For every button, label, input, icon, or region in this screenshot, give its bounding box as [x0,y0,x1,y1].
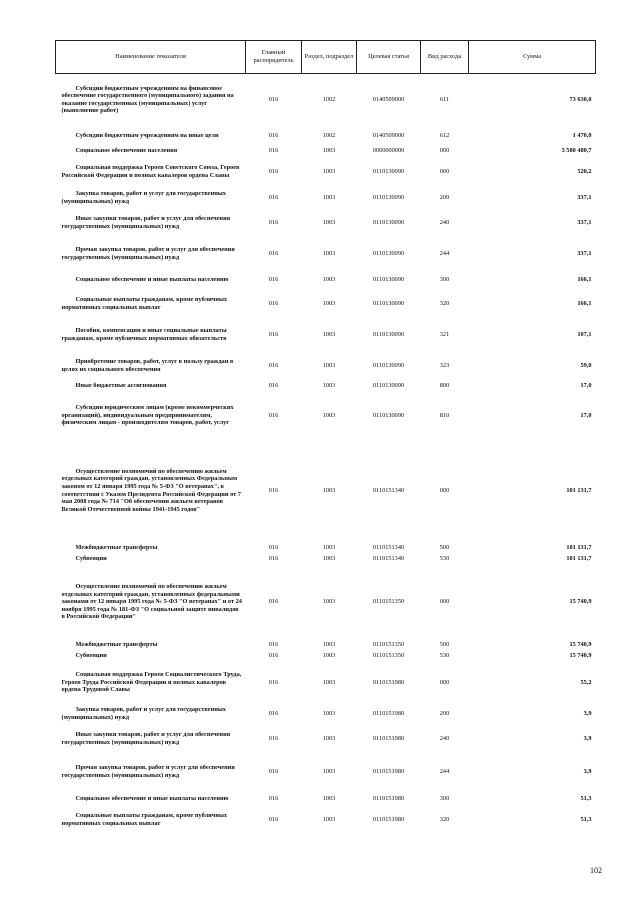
row-target: 0110151980 [372,735,405,743]
row-admin: 016 [268,330,279,338]
row-kind: 300 [439,275,450,283]
row-name: Социальная поддержка Героев Социалистического Труда, Героев Труда Российской Федерации и полных кавалеров ордена Трудовой Славы [61,671,242,694]
row-admin: 016 [268,131,279,139]
row-section: 1003 [322,555,336,563]
row-section: 1003 [322,147,336,155]
row-kind: 200 [439,193,450,201]
table-row [56,393,596,439]
row-target: 0110151350 [372,598,405,606]
row-admin: 016 [268,95,279,103]
row-kind: 000 [439,598,450,606]
row-sum: 73 630,0 [569,95,592,103]
row-target: 0110130090 [372,382,405,390]
row-name: Осуществление полномочий по обеспечению жильем отдельных категорий граждан, установленных федеральными законами от 12 января 1995 года № 5-ФЗ "О ветеранах" и от 24 ноября 1995 года № 181-ФЗ "О социальной защите инвалидов в Российской Федерации" [61,583,242,621]
row-admin: 016 [268,598,279,606]
row-target: 0110151980 [372,678,405,686]
row-sum: 17,0 [580,382,592,390]
row-section: 1003 [322,641,336,649]
row-kind: 810 [439,411,450,419]
row-sum: 337,1 [577,250,592,258]
row-sum: 15 740,9 [569,641,592,649]
row-section: 1003 [322,382,336,390]
row-admin: 016 [268,382,279,390]
row-name: Социальные выплаты гражданам, кроме публичных нормативных социальных выплат [61,811,228,827]
header-sum: Сумма [469,41,596,74]
row-kind: 800 [439,382,450,390]
row-target: 0110151340 [372,544,405,552]
row-admin: 016 [268,219,279,227]
row-section: 1003 [322,330,336,338]
row-sum: 3,9 [583,735,592,743]
row-admin: 016 [268,735,279,743]
row-admin: 016 [268,767,279,775]
row-name: Прочая закупка товаров, работ и услуг для обеспечения государственных (муниципальных) нужд [61,246,235,261]
row-section: 1003 [322,361,336,369]
header-admin: Главный распорядитель [246,41,302,74]
row-section: 1002 [322,131,336,139]
row-admin: 016 [268,544,279,552]
row-name: Социальное обеспечение и иные выплаты населению [75,794,229,802]
row-kind: 000 [439,678,450,686]
row-section: 1003 [322,709,336,717]
row-section: 1003 [322,544,336,552]
row-target: 0110130090 [372,219,405,227]
header-kind: Вид расхода [421,41,469,74]
row-admin: 016 [268,168,279,176]
row-section: 1003 [322,652,336,660]
row-admin: 016 [268,486,279,494]
row-admin: 016 [268,641,279,649]
row-section: 1003 [322,299,336,307]
row-admin: 016 [268,147,279,155]
row-name: Иные закупки товаров, работ и услуг для обеспечения государственных (муниципальных) нужд [61,731,231,746]
row-name: Иные закупки товаров, работ и услуг для обеспечения государственных (муниципальных) нужд [61,215,231,230]
row-name: Субсидии бюджетным учреждениям на иные цели [75,131,219,139]
row-target: 0140509000 [372,95,405,103]
row-target: 0110130090 [372,299,405,307]
row-sum: 101 131,7 [566,486,592,494]
row-name: Приобретение товаров, работ, услуг в пользу граждан в целях их социального обеспечения [61,357,234,373]
row-target: 0110151980 [372,794,405,802]
row-name: Иные бюджетные ассигнования [75,382,167,390]
row-name: Субсидии юридическим лицам (кроме некоммерческих организаций), индивидуальным предпринимателям, физическим лицам - производителям товаров, работ, услуг [61,404,234,427]
row-section: 1003 [322,193,336,201]
row-name: Межбюджетные трансферты [75,544,158,552]
row-target: 0110151350 [372,652,405,660]
row-kind: 200 [439,709,450,717]
row-name: Субвенции [75,652,107,660]
row-target: 0000000000 [372,147,405,155]
row-kind: 321 [439,330,450,338]
table-row [56,126,596,146]
row-name: Закупка товаров, работ и услуг для государственных (муниципальных) нужд [61,705,226,721]
row-section: 1003 [322,250,336,258]
row-section: 1003 [322,411,336,419]
row-admin: 016 [268,299,279,307]
row-sum: 1 470,0 [572,131,592,139]
row-section: 1003 [322,735,336,743]
table-row [56,651,596,662]
row-sum: 51,3 [580,815,592,823]
table-row [56,352,596,380]
row-target: 0110151980 [372,767,405,775]
row-name: Осуществление полномочий по обеспечению жильем отдельных категорий граждан, установленных Федеральным законом от 12 января 1995 года № 5-ФЗ "О ветеранах", в соответствии с Указом Президента Российской Федерации от 7 мая 2008 года № 714 "Об обеспечении жильем ветеранов Великой Отечественной войны 1941-1945 годов" [61,467,241,513]
row-admin: 016 [268,678,279,686]
row-name: Социальные выплаты гражданам, кроме публичных нормативных социальных выплат [61,295,228,311]
row-kind: 000 [439,147,450,155]
table-row [56,439,596,543]
row-target: 0110151350 [372,641,405,649]
row-admin: 016 [268,652,279,660]
table-row [56,146,596,157]
row-kind: 323 [439,361,450,369]
table-row [56,809,596,831]
row-section: 1003 [322,678,336,686]
table-row [56,543,596,554]
row-kind: 240 [439,219,450,227]
row-section: 1003 [322,219,336,227]
table-row [56,239,596,270]
table-row [56,208,596,239]
row-sum: 3 580 480,7 [561,147,592,155]
row-name: Межбюджетные трансферты [75,641,158,649]
row-section: 1003 [322,168,336,176]
row-admin: 016 [268,193,279,201]
table-row [56,640,596,651]
row-sum: 337,1 [577,219,592,227]
table-row [56,74,596,126]
header-name: Наименование показателя [56,41,246,74]
row-target: 0110151340 [372,486,405,494]
table-row [56,565,596,640]
row-kind: 000 [439,486,450,494]
row-admin: 016 [268,250,279,258]
row-sum: 101 131,7 [566,555,592,563]
row-sum: 15 740,9 [569,652,592,660]
row-admin: 016 [268,709,279,717]
table-row [56,318,596,352]
row-section: 1003 [322,815,336,823]
row-name: Субвенции [75,555,107,563]
table-row [56,755,596,789]
row-name: Социальное обеспечение населения [75,147,178,155]
row-sum: 337,1 [577,193,592,201]
header-section: Раздел, подраздел [302,41,357,74]
budget-table [55,40,596,831]
row-target: 0110130090 [372,193,405,201]
table-row [56,290,596,318]
row-name: Пособия, компенсации и иные социальные выплаты гражданам, кроме публичных нормативных обязательств [61,326,227,342]
row-kind: 500 [439,544,450,552]
row-sum: 55,2 [580,678,592,686]
row-target: 0110130090 [372,275,405,283]
row-name: Субсидии бюджетным учреждениям на финансовое обеспечение государственного (муниципального) задания на оказание государственных (муниципальных) услуг (выполнение работ) [61,84,234,115]
row-target: 0110130090 [372,361,405,369]
row-kind: 530 [439,652,450,660]
header-target: Целевая статья [357,41,421,74]
table-row [56,724,596,755]
row-sum: 101 131,7 [566,544,592,552]
row-sum: 51,3 [580,794,592,802]
table-row [56,789,596,809]
table-row [56,554,596,565]
row-target: 0110151340 [372,555,405,563]
row-target: 0140509000 [372,131,405,139]
row-sum: 15 740,9 [569,598,592,606]
row-sum: 166,1 [577,275,592,283]
row-sum: 107,1 [577,330,592,338]
row-admin: 016 [268,411,279,419]
row-kind: 320 [439,299,450,307]
row-name: Закупка товаров, работ и услуг для государственных (муниципальных) нужд [61,189,226,205]
table-row [56,704,596,724]
row-kind: 244 [439,250,450,258]
table-row [56,662,596,704]
row-kind: 612 [439,131,450,139]
row-kind: 530 [439,555,450,563]
row-section: 1003 [322,275,336,283]
table-row [56,270,596,290]
row-target: 0110151980 [372,709,405,717]
row-sum: 520,2 [577,168,592,176]
row-kind: 611 [439,95,450,103]
row-kind: 500 [439,641,450,649]
row-kind: 320 [439,815,450,823]
row-kind: 240 [439,735,450,743]
row-name: Прочая закупка товаров, работ и услуг для обеспечения государственных (муниципальных) нужд [61,763,235,779]
row-admin: 016 [268,361,279,369]
row-target: 0110130090 [372,411,405,419]
row-sum: 166,1 [577,299,592,307]
row-target: 0110130090 [372,330,405,338]
row-section: 1003 [322,486,336,494]
page-number: 102 [590,866,602,875]
row-kind: 000 [439,168,450,176]
row-section: 1003 [322,767,336,775]
row-target: 0110130090 [372,168,405,176]
row-sum: 59,0 [580,361,592,369]
row-sum: 3,9 [583,709,592,717]
row-admin: 016 [268,794,279,802]
row-target: 0110151980 [372,815,405,823]
row-admin: 016 [268,555,279,563]
table-row [56,380,596,393]
row-section: 1003 [322,598,336,606]
row-section: 1003 [322,794,336,802]
row-section: 1002 [322,95,336,103]
row-kind: 244 [439,767,450,775]
row-kind: 300 [439,794,450,802]
row-target: 0110130090 [372,250,405,258]
table-header-row [56,41,596,74]
row-sum: 3,9 [583,767,592,775]
row-name: Социальное обеспечение и иные выплаты населению [75,275,229,283]
table-row [56,157,596,188]
row-name: Социальная поддержка Героев Советского Союза, Героев Российской Федерации и полных кавалеров ордена Славы [61,164,240,179]
table-row [56,188,596,208]
row-sum: 17,0 [580,411,592,419]
row-admin: 016 [268,815,279,823]
row-admin: 016 [268,275,279,283]
